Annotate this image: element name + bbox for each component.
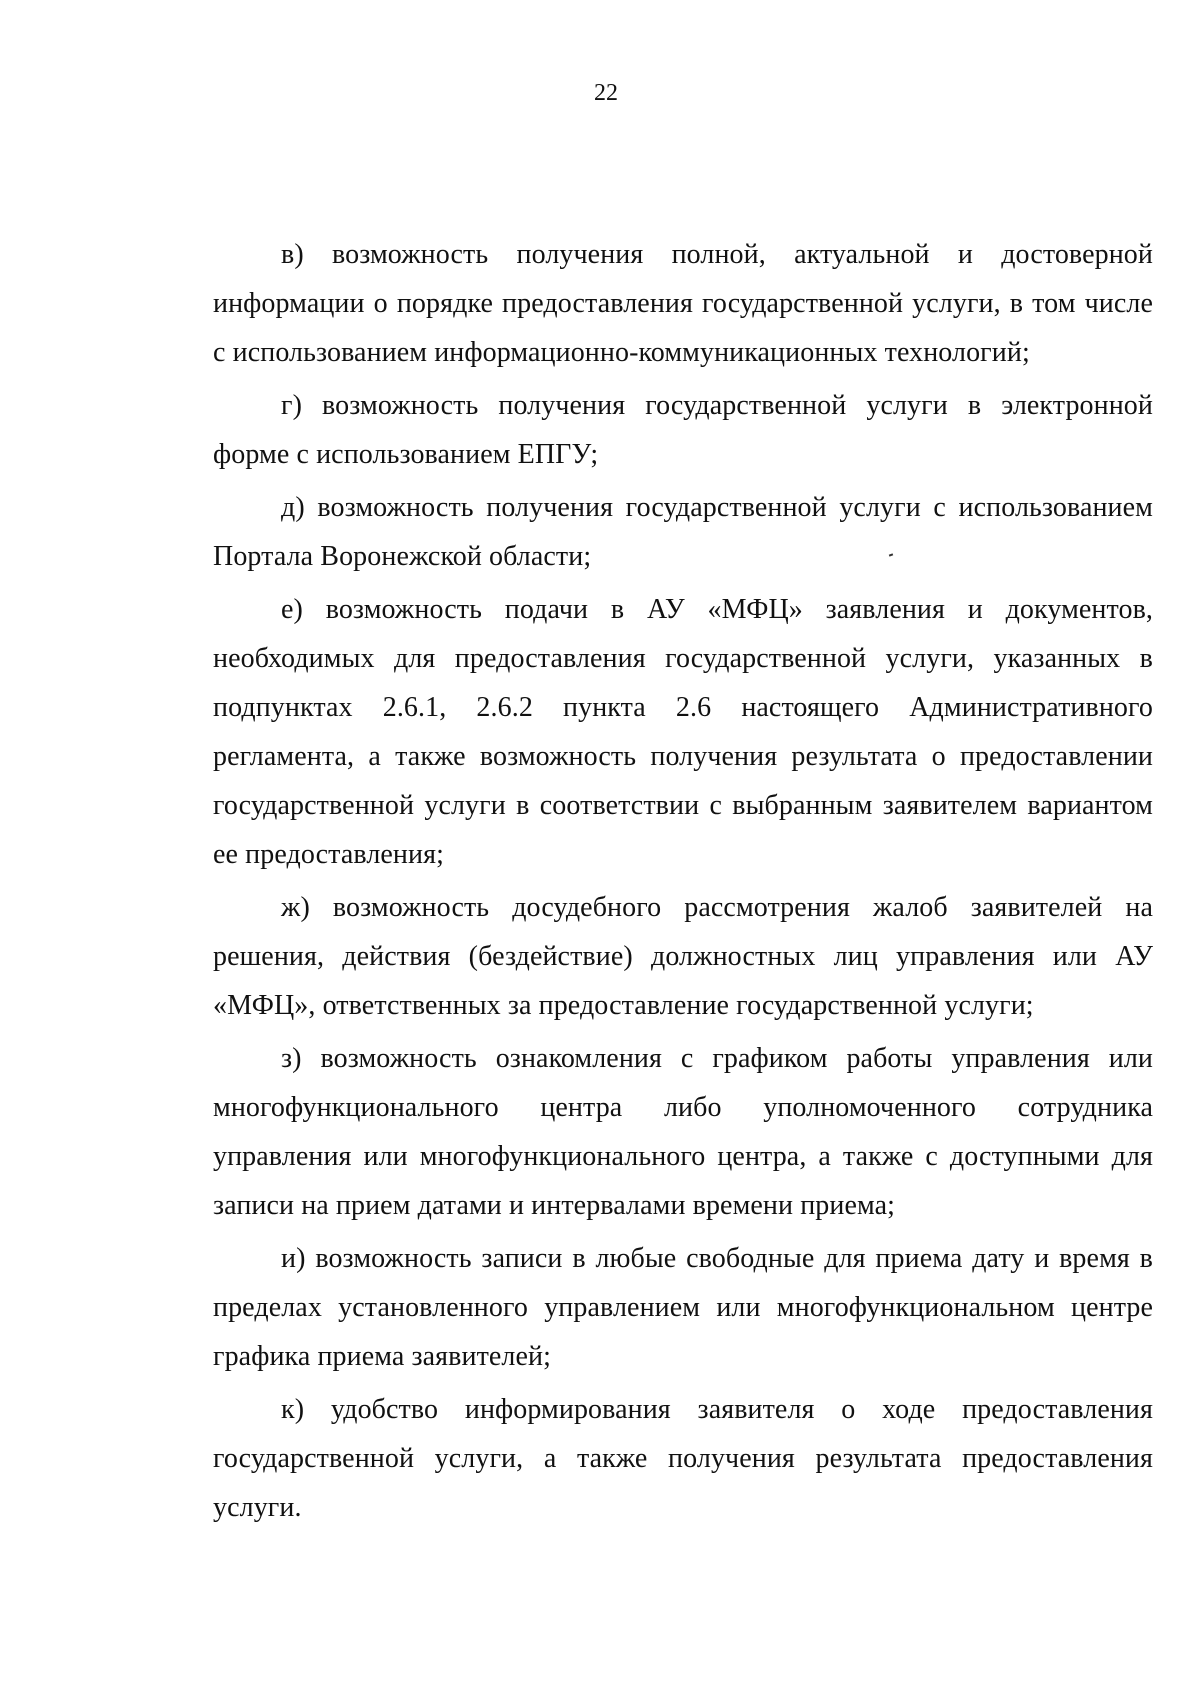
paragraph-e: е) возможность подачи в АУ «МФЦ» заявления и документов, необходимых для предоставления государственной услуги, указанных в подпунктах 2.6.1, 2.6.2 пункта 2.6 настоящего Административного регламента, а также возможность получения результата о предоставлении государственной услуги в соответствии с выбранным заявителем вариантом ее предоставления; <box>213 594 1153 870</box>
paragraph-v: в) возможность получения полной, актуальной и достоверной информации о порядке предоставления государственной услуги, в том числе с использованием информационно-коммуникационных технологий; <box>213 239 1153 368</box>
paragraph-zh: ж) возможность досудебного рассмотрения жалоб заявителей на решения, действия (бездействие) должностных лиц управления или АУ «МФЦ», ответственных за предоставление государственной услуги; <box>213 892 1153 1021</box>
paragraph-d: д) возможность получения государственной услуги с использованием Портала Воронежской области; <box>213 492 1153 572</box>
paragraph-k: к) удобство информирования заявителя о ходе предоставления государственной услуги, а также получения результата предоставления услуги. <box>213 1394 1153 1523</box>
page-number: 22 <box>594 80 618 106</box>
paragraph-z: з) возможность ознакомления с графиком работы управления или многофункционального центра либо уполномоченного сотрудника управления или многофункционального центра, а также с доступными для записи на прием датами и интервалами времени приема; <box>213 1043 1153 1221</box>
document-body <box>213 230 1153 1536</box>
paragraph-i: и) возможность записи в любые свободные для приема дату и время в пределах установленного управлением или многофункциональном центре графика приема заявителей; <box>213 1243 1153 1372</box>
paragraph-g: г) возможность получения государственной услуги в электронной форме с использованием ЕПГУ; <box>213 390 1153 470</box>
